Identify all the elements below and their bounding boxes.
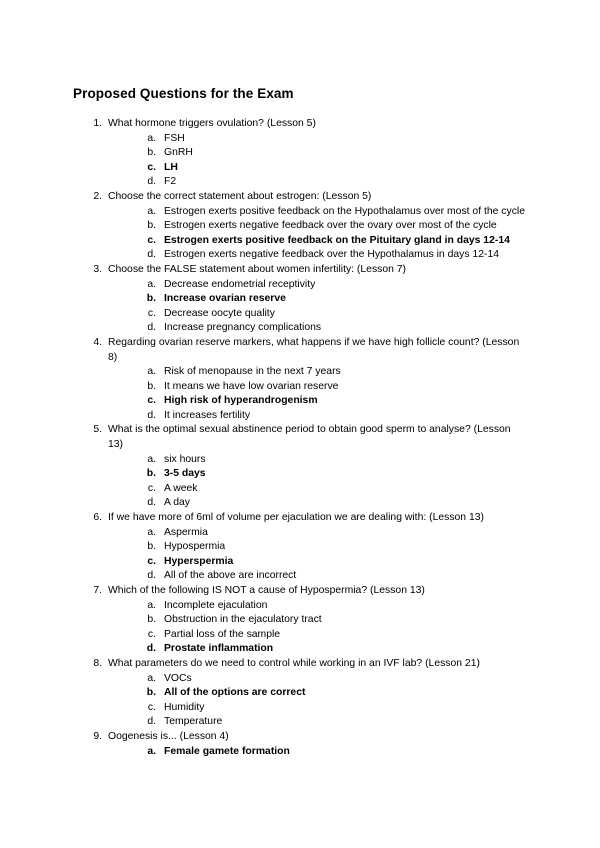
- answer-option: [108, 540, 528, 555]
- answer-text: Estrogen exerts positive feedback on the Pituitary gland in days 12-14: [164, 234, 510, 246]
- answer-option: [108, 613, 528, 628]
- answer-text: Humidity: [164, 701, 205, 713]
- answer-text: Increase ovarian reserve: [164, 293, 286, 305]
- answer-letter: d.: [146, 643, 156, 655]
- answer-option-correct: [108, 467, 528, 482]
- answer-letter: a.: [147, 526, 156, 538]
- answer-letter: a.: [147, 672, 156, 684]
- question-number: 4.: [93, 336, 102, 348]
- answer-letter: d.: [147, 716, 156, 728]
- answer-text: A day: [164, 497, 190, 509]
- answer-option: [108, 321, 528, 336]
- answer-option-correct: [108, 292, 528, 307]
- question-text: Choose the correct statement about estrogen: (Lesson 5): [108, 190, 372, 202]
- question-number: 1.: [93, 118, 102, 129]
- question-number: 8.: [93, 657, 102, 669]
- answer-text: 3-5 days: [164, 468, 206, 480]
- question-item: [88, 584, 528, 657]
- answer-letter: c.: [147, 395, 156, 407]
- answer-option-correct: [108, 161, 528, 176]
- answer-option: [108, 569, 528, 584]
- answer-list: [108, 672, 528, 730]
- page-title: Proposed Questions for the Exam: [73, 86, 294, 101]
- answer-text: Decrease oocyte quality: [164, 307, 275, 319]
- answer-letter: a.: [147, 453, 156, 465]
- answer-list: [108, 526, 528, 584]
- question-number: 7.: [93, 585, 102, 596]
- question-text: Which of the following IS NOT a cause of Hypospermia? (Lesson 13): [108, 585, 425, 596]
- answer-letter: c.: [147, 628, 156, 640]
- answer-text: Incomplete ejaculation: [164, 599, 268, 611]
- answer-letter: a.: [147, 599, 156, 611]
- answer-letter: a.: [147, 366, 156, 378]
- question-number: 5.: [93, 424, 102, 436]
- question-number: 3.: [93, 263, 102, 275]
- answer-text: Prostate inflammation: [164, 643, 274, 655]
- answer-letter: a.: [147, 278, 156, 290]
- answer-text: Decrease endometrial receptivity: [164, 278, 316, 290]
- question-item: [88, 263, 528, 336]
- question-text: Choose the FALSE statement about women infertility: (Lesson 7): [108, 263, 407, 275]
- answer-list: [108, 599, 528, 657]
- answer-letter: d.: [147, 497, 156, 509]
- answer-option-correct: [108, 394, 528, 409]
- answer-letter: b.: [147, 147, 156, 159]
- answer-letter: d.: [147, 176, 156, 188]
- answer-text: A week: [164, 482, 198, 494]
- answer-letter: b.: [147, 380, 156, 392]
- answer-text: Hyperspermia: [164, 555, 234, 567]
- answer-letter: b.: [147, 220, 156, 232]
- answer-text: Risk of menopause in the next 7 years: [164, 366, 341, 378]
- answer-text: Obstruction in the ejaculatory tract: [164, 614, 322, 626]
- answer-text: High risk of hyperandrogenism: [164, 395, 318, 407]
- question-item: [88, 336, 528, 424]
- answer-option: [108, 219, 528, 234]
- question-item: [88, 117, 528, 190]
- answer-option: [108, 205, 528, 220]
- question-item: [88, 423, 528, 511]
- answer-letter: b.: [147, 614, 156, 626]
- answer-option: [108, 365, 528, 380]
- answer-text: All of the above are incorrect: [164, 570, 297, 582]
- answer-option: [108, 307, 528, 322]
- answer-text: LH: [164, 161, 178, 173]
- question-list: [88, 117, 528, 759]
- answer-option: [108, 132, 528, 147]
- answer-option: [108, 672, 528, 687]
- answer-list: [108, 745, 528, 760]
- answer-letter: c.: [147, 555, 156, 567]
- answer-text: Temperature: [164, 716, 223, 728]
- answer-letter: a.: [147, 205, 156, 217]
- answer-list: [108, 132, 528, 190]
- answer-letter: c.: [147, 482, 156, 494]
- answer-text: Aspermia: [164, 526, 208, 538]
- answer-option: [108, 482, 528, 497]
- answer-option: [108, 701, 528, 716]
- answer-letter: d.: [147, 249, 156, 261]
- question-text: What is the optimal sexual abstinence period to obtain good sperm to analyse? (Lesson 13): [108, 424, 511, 451]
- answer-option: [108, 175, 528, 190]
- answer-option: [108, 599, 528, 614]
- answer-list: [108, 453, 528, 511]
- answer-letter: d.: [147, 409, 156, 421]
- question-text: Regarding ovarian reserve markers, what happens if we have high follicle count? (Lesson 8): [108, 336, 520, 363]
- answer-text: six hours: [164, 453, 206, 465]
- answer-option: [108, 496, 528, 511]
- answer-text: Partial loss of the sample: [164, 628, 281, 640]
- answer-text: VOCs: [164, 672, 192, 684]
- question-number: 6.: [93, 512, 102, 524]
- answer-letter: a.: [147, 132, 156, 144]
- question-text: What parameters do we need to control while working in an IVF lab? (Lesson 21): [108, 657, 480, 669]
- answer-text: Female gamete formation: [164, 745, 290, 757]
- answer-option: [108, 278, 528, 293]
- answer-option: [108, 526, 528, 541]
- answer-option: [108, 248, 528, 263]
- answer-text: Estrogen exerts negative feedback over the ovary over most of the cycle: [164, 220, 497, 232]
- answer-option-correct: [108, 642, 528, 657]
- answer-letter: d.: [147, 322, 156, 334]
- question-number: 2.: [93, 190, 102, 202]
- answer-option: [108, 146, 528, 161]
- question-item: [88, 730, 528, 759]
- answer-option: [108, 380, 528, 395]
- answer-option: [108, 409, 528, 424]
- answer-text: It increases fertility: [164, 409, 251, 421]
- answer-option: [108, 628, 528, 643]
- answer-letter: a.: [147, 745, 156, 757]
- question-text: What hormone triggers ovulation? (Lesson 5): [108, 118, 316, 129]
- answer-text: Hypospermia: [164, 541, 226, 553]
- answer-text: Estrogen exerts positive feedback on the Hypothalamus over most of the cycle: [164, 205, 525, 217]
- answer-list: [108, 205, 528, 263]
- answer-text: It means we have low ovarian reserve: [164, 380, 339, 392]
- answer-list: [108, 278, 528, 336]
- answer-option-correct: [108, 234, 528, 249]
- answer-letter: c.: [147, 701, 156, 713]
- answer-option-correct: [108, 555, 528, 570]
- answer-letter: b.: [147, 541, 156, 553]
- question-item: [88, 511, 528, 584]
- question-number: 9.: [93, 730, 102, 742]
- answer-text: All of the options are correct: [164, 687, 306, 699]
- answer-letter: c.: [147, 161, 156, 173]
- answer-text: GnRH: [164, 147, 193, 159]
- answer-letter: d.: [147, 570, 156, 582]
- answer-text: Increase pregnancy complications: [164, 322, 322, 334]
- answer-option: [108, 453, 528, 468]
- answer-option: [108, 715, 528, 730]
- question-text: If we have more of 6ml of volume per ejaculation we are dealing with: (Lesson 13): [108, 512, 484, 524]
- answer-letter: b.: [146, 687, 156, 699]
- question-item: [88, 190, 528, 263]
- answer-option-correct: [108, 686, 528, 701]
- answer-text: F2: [164, 176, 177, 188]
- answer-letter: b.: [146, 293, 156, 305]
- answer-option-correct: [108, 745, 528, 760]
- answer-list: [108, 365, 528, 423]
- answer-text: FSH: [164, 132, 185, 144]
- answer-letter: c.: [147, 234, 156, 246]
- answer-text: Estrogen exerts negative feedback over the Hypothalamus in days 12-14: [164, 249, 500, 261]
- question-item: [88, 657, 528, 730]
- question-text: Oogenesis is... (Lesson 4): [108, 730, 229, 742]
- answer-letter: b.: [146, 468, 156, 480]
- answer-letter: c.: [147, 307, 156, 319]
